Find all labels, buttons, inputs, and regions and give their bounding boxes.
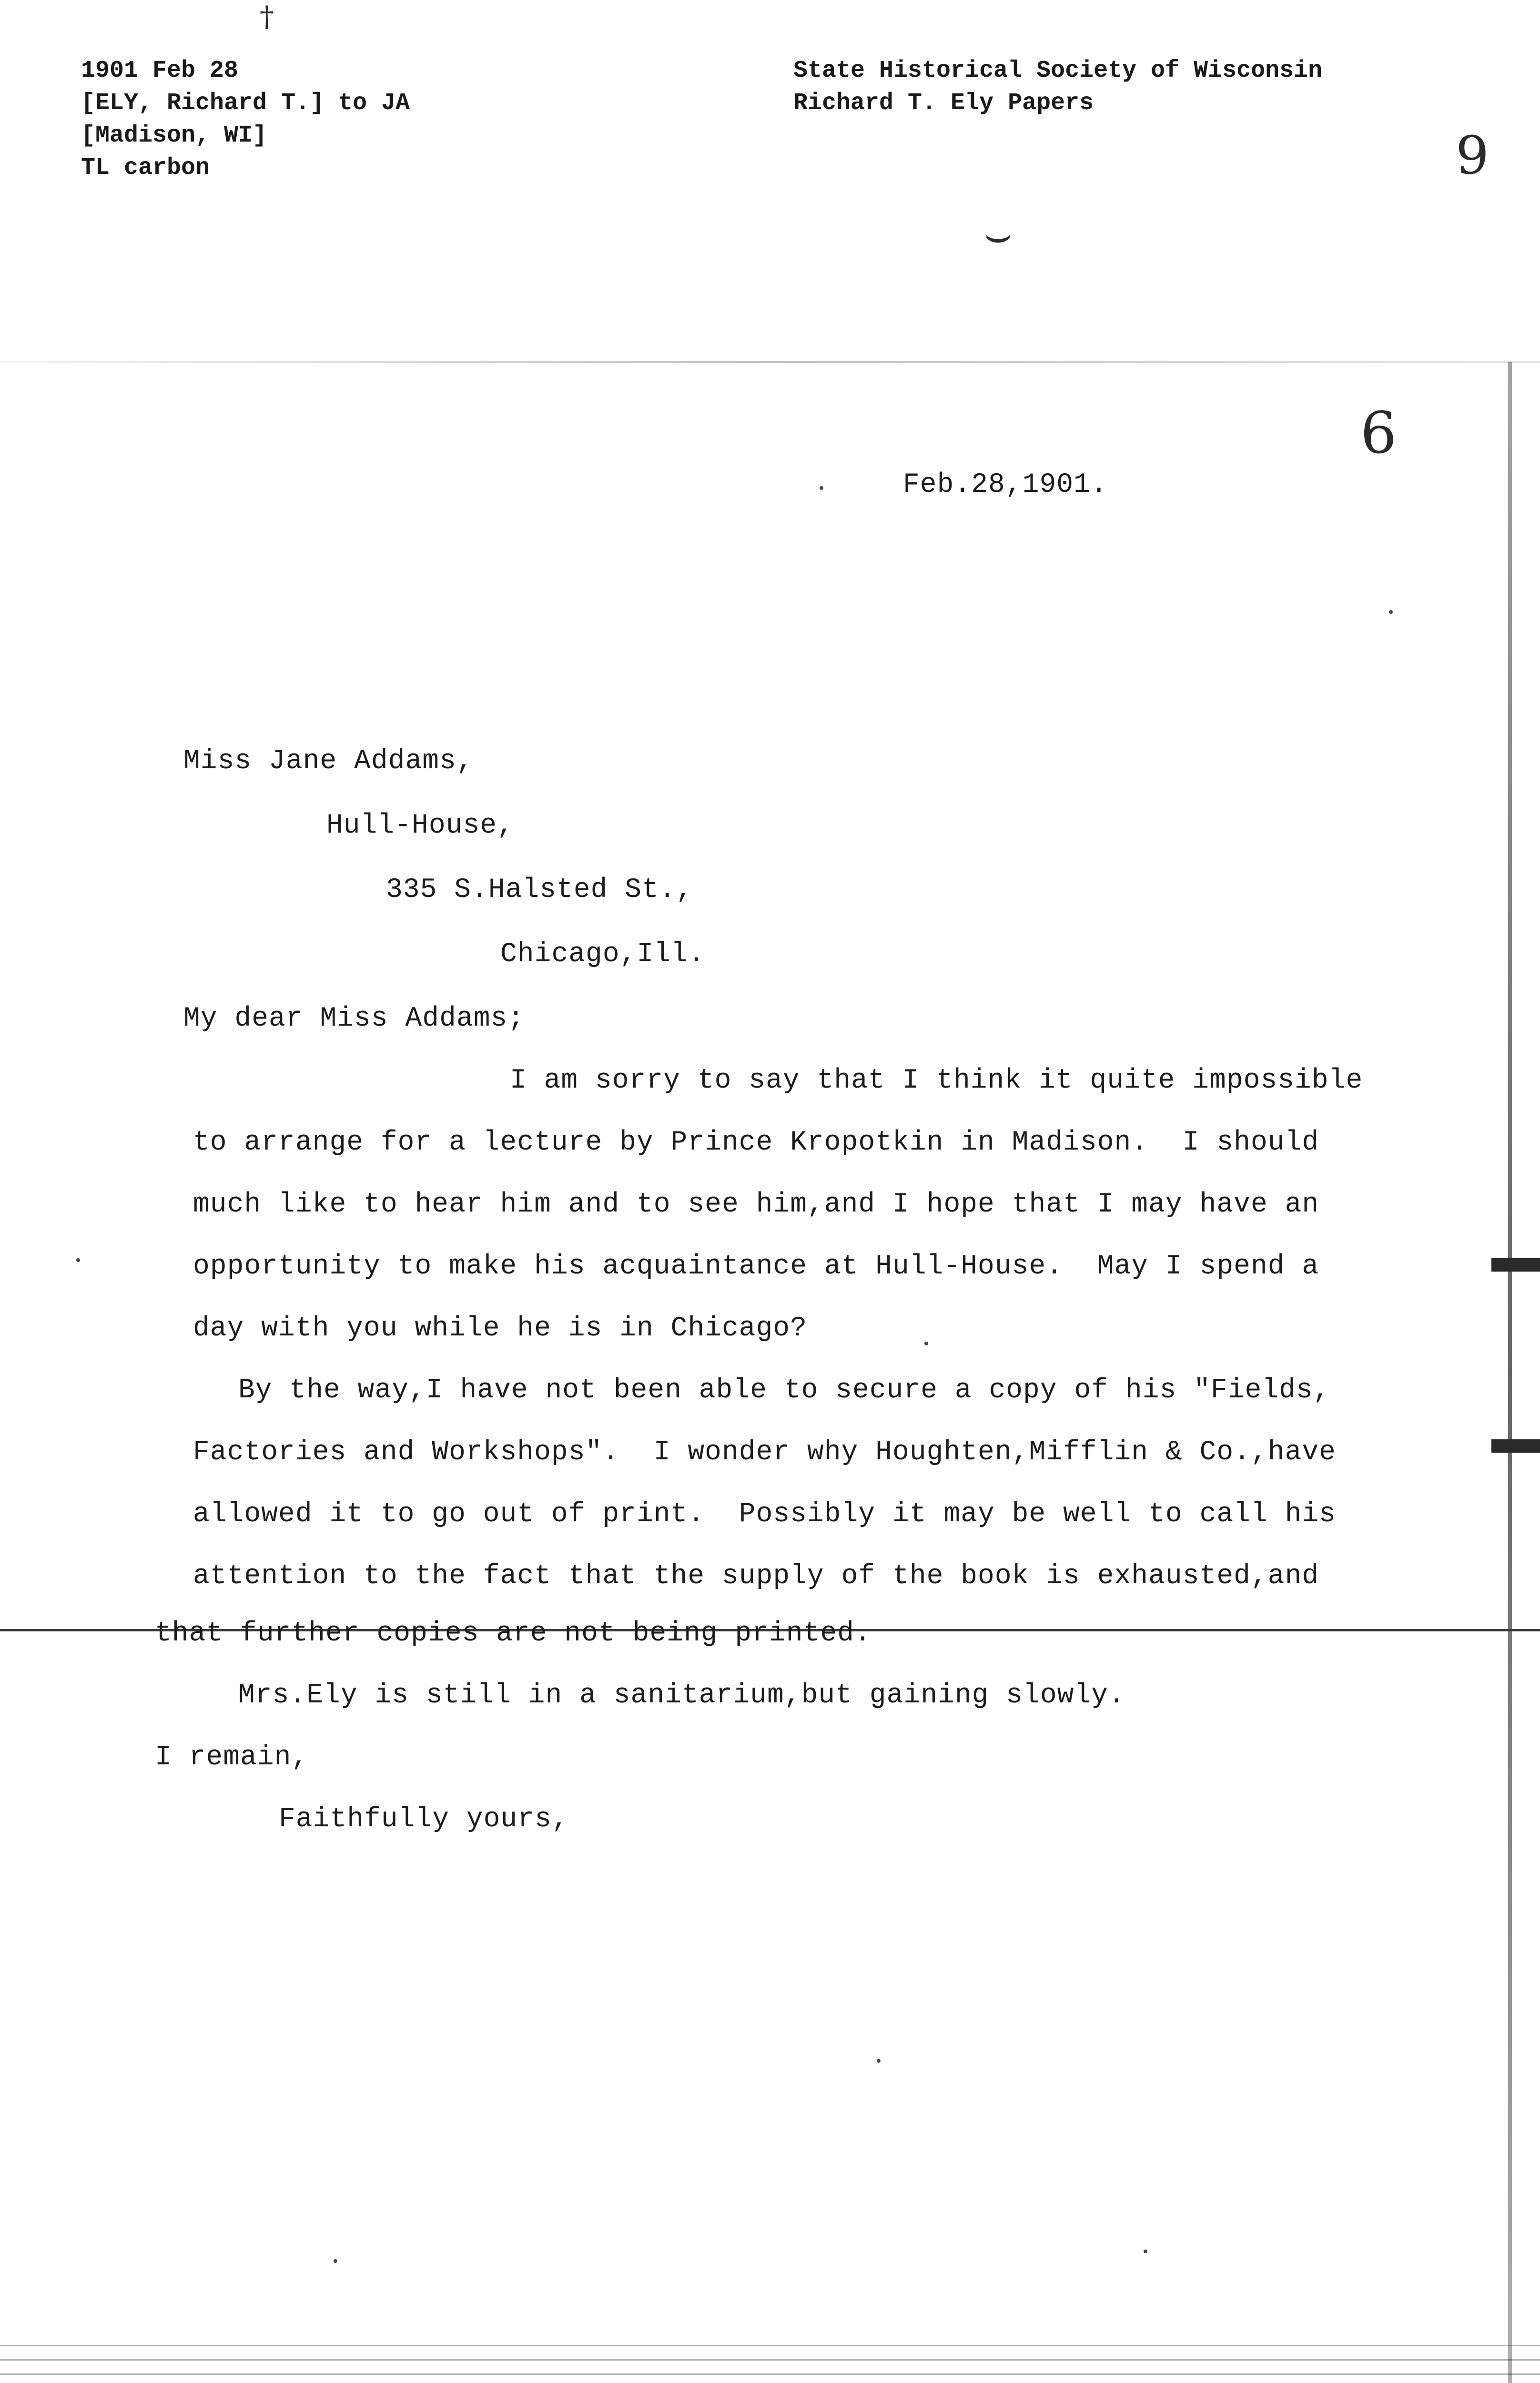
- archive-source: [793, 55, 1322, 120]
- letter-date: Feb.28,1901.: [903, 469, 1108, 500]
- address-line: Hull-House,: [326, 810, 514, 841]
- citation-date: 1901 Feb 28: [81, 57, 239, 84]
- body-line: I am sorry to say that I think it quite impossible: [510, 1065, 1363, 1096]
- edge-tab: [1491, 1439, 1540, 1453]
- body-line: By the way,I have not been able to secure a copy of his "Fields,: [238, 1375, 1330, 1406]
- sheet-edge: [0, 361, 1540, 363]
- right-page-edge: [1508, 362, 1512, 2383]
- address-line: Chicago,Ill.: [500, 939, 705, 970]
- body-line: much like to hear him and to see him,and I hope that I may have an: [193, 1189, 1319, 1220]
- scan-speck: [1389, 610, 1393, 614]
- scan-speck: [1144, 2250, 1147, 2253]
- edge-tab: [1491, 1258, 1540, 1272]
- body-line: day with you while he is in Chicago?: [193, 1313, 808, 1344]
- body-line: opportunity to make his acquaintance at Hull-House. May I spend a: [193, 1251, 1319, 1282]
- scan-speck: [76, 1258, 80, 1262]
- body-line: attention to the fact that the supply of the book is exhausted,and: [193, 1561, 1319, 1592]
- body-line: to arrange for a lecture by Prince Kropotkin in Madison. I should: [193, 1127, 1319, 1158]
- closing-line: I remain,: [155, 1742, 309, 1773]
- bottom-scan-lines: [0, 2326, 1540, 2383]
- handwritten-top-tick: †: [260, 0, 274, 33]
- scan-speck: [877, 2059, 881, 2063]
- archive-citation: [81, 55, 410, 184]
- salutation: My dear Miss Addams;: [183, 1003, 525, 1034]
- address-line: Miss Jane Addams,: [183, 746, 474, 777]
- scan-speck: [820, 486, 823, 490]
- body-line: allowed it to go out of print. Possibly it may be well to call his: [193, 1499, 1336, 1530]
- body-line: Factories and Workshops". I wonder why Houghten,Mifflin & Co.,have: [193, 1437, 1336, 1468]
- address-line: 335 S.Halsted St.,: [386, 875, 693, 906]
- body-line: that further copies are not being printed.: [155, 1618, 871, 1649]
- source-repository: State Historical Society of Wisconsin: [793, 57, 1323, 84]
- handwritten-page-number: 6: [1360, 400, 1397, 467]
- body-line: Mrs.Ely is still in a sanitarium,but gaining slowly.: [238, 1680, 1125, 1711]
- citation-place: [Madison, WI]: [81, 122, 267, 149]
- closing-line: Faithfully yours,: [279, 1804, 569, 1835]
- scan-speck: [924, 1342, 928, 1345]
- citation-format: TL carbon: [81, 154, 210, 182]
- citation-correspondents: [ELY, Richard T.] to JA: [81, 90, 410, 117]
- handwritten-folio-mark: 9: [1456, 125, 1489, 186]
- handwritten-tick-mark: ⌣: [984, 210, 1013, 260]
- source-collection: Richard T. Ely Papers: [793, 90, 1094, 117]
- scan-speck: [334, 2259, 337, 2263]
